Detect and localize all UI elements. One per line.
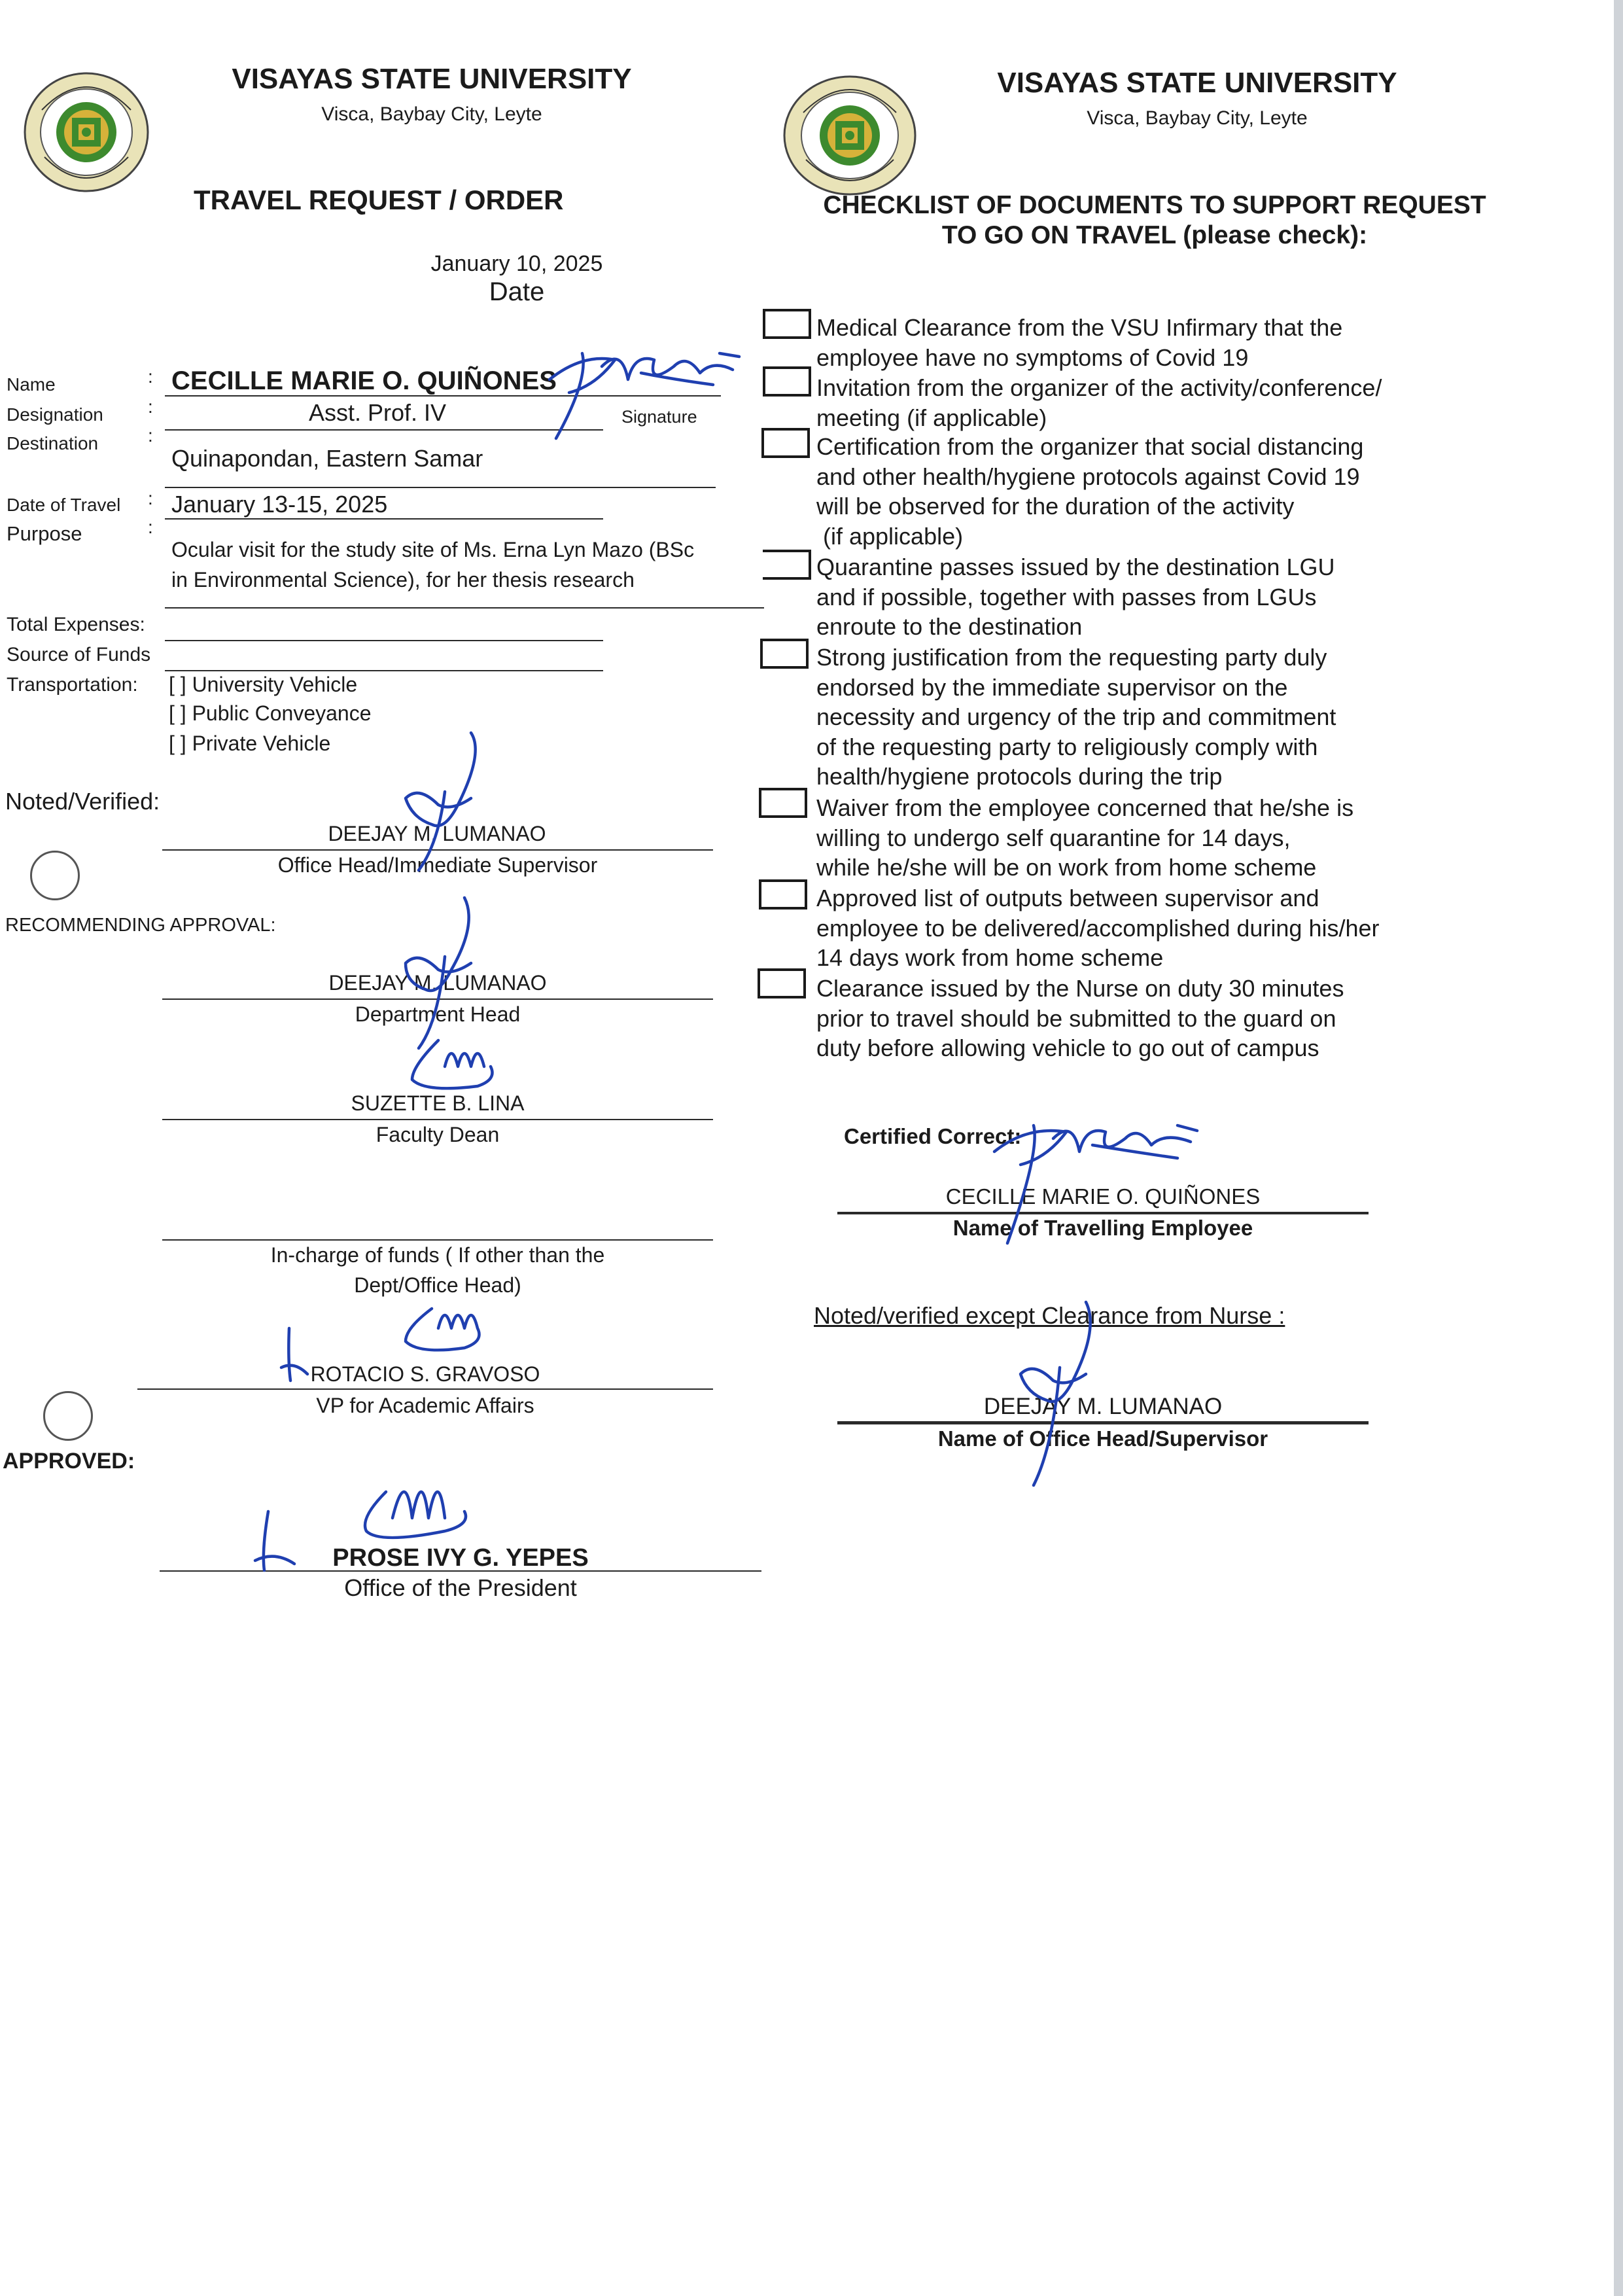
checklist-title-line-2: TO GO ON TRAVEL (please check): [941, 221, 1368, 249]
handwritten-signature [399, 1027, 504, 1099]
university-name-right: VISAYAS STATE UNIVERSITY [997, 67, 1397, 99]
source-of-funds-underline [165, 670, 603, 671]
source-of-funds-label: Source of Funds [7, 644, 151, 665]
checklist-item-outputs: Approved list of outputs between supervisor and employee to be delivered/accomplished during his/her 14 days work from home scheme [816, 885, 1380, 971]
purpose-line-1: Ocular visit for the study site of Ms. Erna Lyn Mazo (BSc [171, 538, 695, 561]
vp-academic-name: ROTACIO S. GRAVOSO [310, 1362, 540, 1386]
faculty-dean-signature-line [162, 1119, 713, 1120]
colon: : [148, 366, 153, 387]
handwritten-signature [1001, 1296, 1106, 1492]
handwritten-signature [268, 1282, 504, 1387]
noted-signatory-name: DEEJAY M. LUMANAO [328, 822, 546, 845]
university-seal-logo [22, 71, 150, 194]
university-seal-logo [781, 73, 918, 198]
noted-signatory-title: Office Head/Immediate Supervisor [277, 853, 598, 877]
funds-incharge-line-1: In-charge of funds ( If other than the [270, 1243, 605, 1267]
checklist-item-medical: Medical Clearance from the VSU Infirmary that the employee have no symptoms of Covid 19 [816, 314, 1343, 371]
checklist-checkbox[interactable] [758, 968, 806, 998]
checklist-item-nurse-clearance: Clearance issued by the Nurse on duty 30 minutes prior to travel should be submitted to the guard on duty before allowing vehicle to go out of campus [816, 975, 1344, 1061]
checklist-title-line-1: CHECKLIST OF DOCUMENTS TO SUPPORT REQUEST [823, 191, 1486, 219]
checklist-item-justification: Strong justification from the requesting party duly endorsed by the immediate supervisor on the necessity and urgency of the trip and commitment of the requesting party to religiously comply with health/hygiene protocols during the trip [816, 644, 1336, 790]
certified-correct-label: Certified Correct: [844, 1124, 1022, 1148]
destination-value: Quinapondan, Eastern Samar [171, 445, 483, 472]
certified-employee-name: CECILLE MARIE O. QUIÑONES [945, 1184, 1261, 1209]
purpose-underline [165, 607, 764, 609]
funds-incharge-line-2: Dept/Office Head) [354, 1273, 521, 1297]
checklist-item-quarantine-passes: Quarantine passes issued by the destination LGU and if possible, together with passes from LGUs enroute to the destination [816, 554, 1335, 640]
vp-academic-title: VP for Academic Affairs [316, 1394, 534, 1417]
punch-hole [43, 1391, 93, 1441]
handwritten-signature [386, 726, 491, 877]
colon: : [148, 397, 153, 417]
transportation-label: Transportation: [7, 674, 138, 696]
purpose-line-2: in Environmental Science), for her thesis research [171, 568, 635, 592]
checklist-item-invitation: Invitation from the organizer of the activity/conference/ meeting (if applicable) [816, 374, 1382, 431]
destination-underline [165, 487, 716, 488]
transport-option-public[interactable]: [ ] Public Conveyance [169, 701, 372, 725]
funds-signature-line [162, 1239, 713, 1241]
checklist-checkbox[interactable] [763, 309, 811, 339]
checklist-item-waiver: Waiver from the employee concerned that he/she is willing to undergo self quarantine for 14 days, while he/she will be on work from home scheme [816, 794, 1354, 881]
name-value: CECILLE MARIE O. QUIÑONES [171, 366, 557, 395]
vp-signature-line [137, 1388, 713, 1390]
checklist-checkbox[interactable] [759, 879, 807, 910]
university-address-left: Visca, Baybay City, Leyte [321, 103, 542, 125]
university-name-left: VISAYAS STATE UNIVERSITY [232, 63, 632, 95]
noted-verified-label: Noted/Verified: [5, 788, 160, 815]
noted-except-label: Noted/verified except Clearance from Nurse : [814, 1302, 1285, 1329]
colon: : [148, 517, 153, 537]
handwritten-signature [249, 1453, 497, 1583]
transport-option-university[interactable]: [ ] University Vehicle [169, 673, 358, 696]
faculty-dean-title: Faculty Dean [375, 1123, 500, 1146]
form-title: TRAVEL REQUEST / ORDER [194, 185, 564, 215]
department-head-name: DEEJAY M. LUMANAO [328, 971, 547, 995]
department-head-title: Department Head [355, 1002, 521, 1026]
date-of-travel-value: January 13-15, 2025 [171, 491, 388, 518]
date-of-travel-underline [165, 518, 603, 520]
destination-label: Destination [7, 433, 99, 453]
checklist-checkbox[interactable] [759, 788, 807, 818]
colon: : [148, 488, 153, 508]
president-signatory-name: PROSE IVY G. YEPES [332, 1544, 589, 1572]
designation-value: Asst. Prof. IV [308, 399, 447, 426]
checklist-checkbox[interactable] [761, 428, 810, 458]
certified-employee-title: Name of Travelling Employee [952, 1216, 1253, 1240]
supervisor-title: Name of Office Head/Supervisor [937, 1426, 1268, 1451]
punch-hole [30, 851, 80, 900]
paper-edge [1614, 0, 1623, 2296]
name-label: Name [7, 374, 56, 395]
handwritten-signature [981, 1112, 1243, 1256]
supervisor-name: DEEJAY M. LUMANAO [983, 1394, 1223, 1419]
request-date: January 10, 2025 [430, 251, 603, 276]
checklist-checkbox[interactable] [760, 639, 809, 669]
president-signatory-title: Office of the President [344, 1574, 577, 1601]
faculty-dean-name: SUZETTE B. LINA [351, 1091, 525, 1115]
designation-underline [165, 429, 603, 431]
signature-label: Signature [621, 407, 697, 427]
transport-option-private[interactable]: [ ] Private Vehicle [169, 732, 331, 755]
total-expenses-label: Total Expenses: [7, 614, 145, 635]
university-address-right: Visca, Baybay City, Leyte [1087, 107, 1308, 129]
checklist-checkbox[interactable] [763, 550, 811, 580]
handwritten-signature [543, 340, 752, 445]
checklist-item-certification: Certification from the organizer that social distancing and other health/hygiene protocols against Covid 19 will be observed for the duration of the activity (if applicable) [816, 433, 1364, 550]
purpose-label: Purpose [7, 522, 82, 545]
designation-label: Designation [7, 404, 103, 425]
date-of-travel-label: Date of Travel [7, 495, 121, 515]
checklist-checkbox[interactable] [763, 366, 811, 397]
approved-label: APPROVED: [3, 1449, 135, 1474]
colon: : [148, 425, 153, 446]
recommending-approval-label: RECOMMENDING APPROVAL: [5, 915, 276, 936]
date-label: Date [489, 277, 545, 306]
total-expenses-underline [165, 640, 603, 641]
